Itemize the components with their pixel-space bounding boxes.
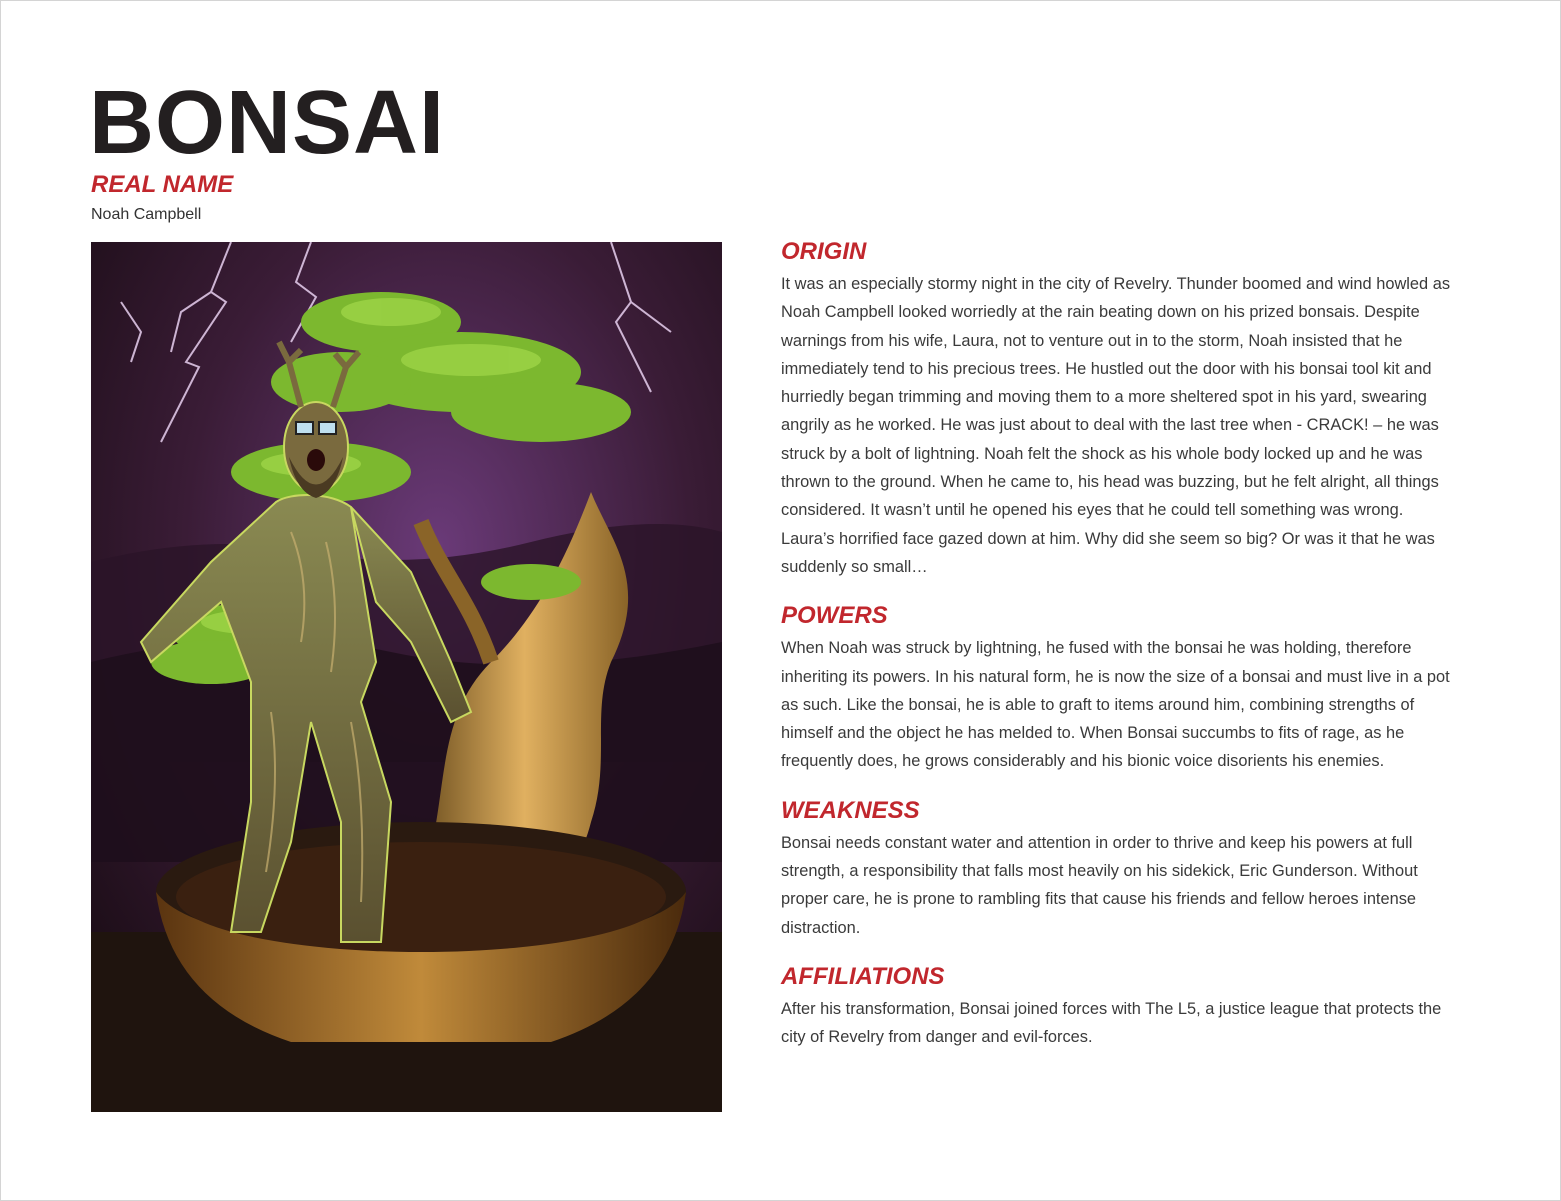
affiliations-section — [781, 963, 1453, 1052]
powers-section — [781, 602, 1453, 775]
weakness-heading: WEAKNESS — [781, 796, 920, 824]
page-title: BONSAI — [89, 73, 446, 173]
description-column — [781, 238, 1453, 1073]
powers-body: When Noah was struck by lightning, he fused with the bonsai he was holding, therefore inheriting its powers. In his natural form, he is now the size of a bonsai and must live in a pot as such. Like the bonsai, he is able to graft to items around him, combining strengths of himself and the object he has melded to. When Bonsai succumbs to fits of rage, as he frequently does, he grows considerably and his bionic voice disorients his enemies. — [781, 639, 1450, 771]
weakness-body: Bonsai needs constant water and attention in order to thrive and keep his powers at full strength, a responsibility that falls most heavily on his sidekick, Eric Gunderson. Without proper care, he is prone to rambling fits that cause his friends and fellow heroes intense distraction. — [781, 833, 1418, 937]
real-name-label: REAL NAME — [91, 171, 234, 198]
affiliations-body: After his transformation, Bonsai joined forces with The L5, a justice league that protects the city of Revelry from danger and evil-forces. — [781, 999, 1442, 1047]
origin-body: It was an especially stormy night in the city of Revelry. Thunder boomed and wind howled as Noah Campbell looked worriedly at the rain beating down on his prized bonsais. Despite warnings from his wife, Laura, not to venture out in to the storm, Noah insisted that he immediately tend to his precious trees. He hustled out the door with his bonsai tool kit and hurriedly began trimming and moving them to a more sheltered spot in his yard, swearing angrily as he worked. He was just about to deal with the last tree when - CRACK! – he was struck by a bolt of lightning. Noah felt the shock as his whole body locked up and he was thrown to the ground. When he came to, his head was buzzing, but he felt alright, all things considered. It wasn’t until he opened his eyes that he could tell something was wrong. Laura’s horrified face gazed down at him. Why did she seem so big? Or was it that he was suddenly so small… — [781, 275, 1451, 576]
real-name-value: Noah Campbell — [91, 206, 202, 223]
powers-heading: POWERS — [781, 602, 888, 630]
weakness-section — [781, 797, 1453, 942]
origin-heading: ORIGIN — [781, 238, 867, 265]
character-illustration — [91, 242, 722, 1112]
bonsai-tree-man-illustration-icon — [91, 242, 722, 1112]
origin-section — [781, 238, 1453, 581]
affiliations-heading: AFFILIATIONS — [781, 962, 945, 990]
